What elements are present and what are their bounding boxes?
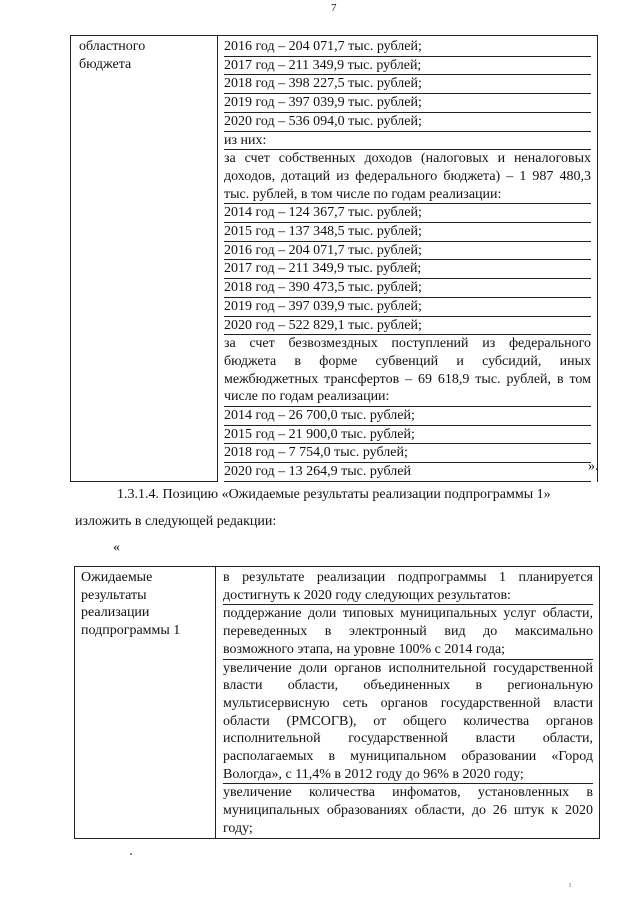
- year-line: 2017 год – 211 349,9 тыс. рублей;: [224, 57, 591, 76]
- year-line: 2019 год – 397 039,9 тыс. рублей;: [224, 298, 591, 317]
- funding-label-line: областного: [79, 39, 146, 54]
- results-label-cell: [75, 567, 216, 839]
- scan-mark: ı: [569, 880, 572, 889]
- scan-speck: [130, 853, 132, 855]
- year-line: 2015 год – 21 900,0 тыс. рублей;: [224, 426, 591, 445]
- results-label-line: результаты: [81, 587, 147, 603]
- funding-label-cell: [71, 36, 218, 482]
- year-line: 2015 год – 137 348,5 тыс. рублей;: [224, 223, 591, 242]
- own-income-text: за счет собственных доходов (налоговых и неналоговых доходов, дотаций из федерального бюджета) – 1 987 480,3 тыс. рублей, в том числе по годам реализации:: [224, 150, 591, 204]
- year-line: 2018 год – 390 473,5 тыс. рублей;: [224, 279, 591, 298]
- results-item: в результате реализации подпрограммы 1 планируется достигнуть к 2020 году следующих результатов:: [223, 569, 593, 605]
- results-label-line: подпрограммы 1: [81, 623, 181, 639]
- year-line: 2019 год – 397 039,9 тыс. рублей;: [224, 94, 591, 113]
- federal-text: за счет безвозмездных поступлений из федерального бюджета в форме субвенций и субсидий, иных межбюджетных трансфертов – 69 618,9 тыс. рублей, в том числе по годам реализации:: [224, 335, 591, 407]
- results-label-line: Ожидаемые: [81, 570, 153, 585]
- year-line: из них:: [224, 132, 591, 151]
- year-line: 2017 год – 211 349,9 тыс. рублей;: [224, 260, 591, 279]
- page-number: 7: [331, 2, 337, 14]
- results-item: поддержание доли типовых муниципальных услуг области, переведенных в электронный вид до максимально возможного этапа, на уровне 100% с 2014 года;: [223, 605, 593, 659]
- closing-quote: ».: [588, 459, 599, 474]
- paragraph-continuation: изложить в следующей редакции:: [75, 514, 277, 529]
- year-line: 2018 год – 398 227,5 тыс. рублей;: [224, 75, 591, 94]
- expected-results-table: [74, 566, 600, 839]
- year-line: 2014 год – 26 700,0 тыс. рублей;: [224, 407, 591, 426]
- year-line: 2018 год – 7 754,0 тыс. рублей;: [224, 444, 591, 463]
- results-item: увеличение доли органов исполнительной государственной власти области, объединенных в региональную мультисервисную сеть органов государственной власти области (РМСОГВ), от общего количества органов исполнительной государственной власти области, располагаемых в муниципальном образовании «Город Вологда», с 11,4% в 2012 году до 96% в 2020 году;: [223, 660, 593, 785]
- year-line: 2020 год – 522 829,1 тыс. рублей;: [224, 317, 591, 336]
- results-item: увеличение количества инфоматов, установленных в муниципальных образованиях области, до 26 штук к 2020 году;: [223, 785, 593, 836]
- results-label-line: реализации: [81, 605, 150, 621]
- paragraph-1-3-1-4: 1.3.1.4. Позицию «Ожидаемые результаты реализации подпрограммы 1»: [117, 487, 551, 502]
- results-text-cell: [216, 567, 600, 839]
- opening-quote: «: [113, 540, 120, 555]
- year-line: 2016 год – 204 071,7 тыс. рублей;: [224, 242, 591, 261]
- funding-label-line: бюджета: [79, 56, 132, 72]
- year-line: 2016 год – 204 071,7 тыс. рублей;: [224, 38, 591, 57]
- year-line: 2020 год – 536 094,0 тыс. рублей;: [224, 113, 591, 132]
- year-line: 2020 год – 13 264,9 тыс. рублей: [224, 463, 591, 482]
- funding-values-cell: [218, 36, 598, 482]
- funding-table: [70, 35, 598, 482]
- year-line: 2014 год – 124 367,7 тыс. рублей;: [224, 204, 591, 223]
